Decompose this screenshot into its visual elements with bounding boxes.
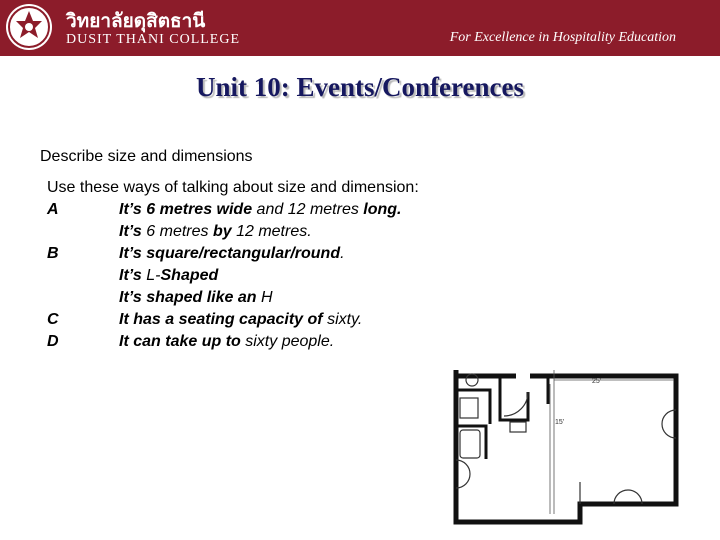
phrase-b1-part: It’s square/rectangular/round	[119, 245, 341, 262]
slide-subtitle: Describe size and dimensions	[40, 148, 253, 165]
phrase-b3	[119, 289, 273, 307]
phrase-b1-part: .	[340, 245, 345, 262]
phrase-c1	[119, 311, 362, 329]
intro-text: Use these ways of talking about size and dimension:	[47, 179, 419, 196]
phrase-a1	[119, 201, 402, 219]
phrase-b2-part: It’s	[119, 267, 142, 284]
phrase-d1-part: It can take up to	[119, 333, 241, 350]
phrase-b2	[119, 267, 218, 285]
floor-plan-width-label: 25'	[592, 378, 602, 385]
college-thai-name: วิทยาลัยดุสิตธานี	[66, 10, 206, 32]
key-b: B	[47, 245, 59, 262]
key-d: D	[47, 333, 59, 350]
phrase-a2-part: It’s	[119, 223, 142, 240]
floor-plan-height-label: 15'	[555, 419, 565, 426]
phrase-a2	[119, 223, 312, 241]
phrase-d1-part: sixty people.	[240, 333, 335, 350]
college-seal-icon	[4, 2, 54, 52]
floor-plan	[448, 364, 688, 534]
phrase-a2-part: 6 metres	[141, 223, 213, 240]
phrase-b3-part: H	[256, 289, 273, 306]
phrase-c1-part: It has a seating capacity of	[119, 311, 323, 328]
phrase-b1	[119, 245, 345, 263]
header-banner	[0, 0, 720, 56]
college-name: DUSIT THANI COLLEGE	[66, 32, 241, 47]
college-slogan: For Excellence in Hospitality Education	[449, 30, 676, 45]
phrase-d1	[119, 333, 334, 351]
phrase-a2-part: 12 metres.	[231, 223, 312, 240]
key-a: A	[47, 201, 59, 218]
slide-title: Unit 10: Events/Conferences	[196, 72, 524, 102]
phrase-a1-part: and 12 metres	[252, 201, 364, 218]
phrase-a1-part: It’s 6 metres wide	[119, 201, 253, 218]
phrase-b2-part: L-	[141, 267, 161, 284]
phrase-a2-part: by	[212, 223, 232, 240]
key-c: C	[47, 311, 59, 328]
phrase-a1-part: long.	[363, 201, 402, 218]
phrase-b3-part: It’s shaped like an	[119, 289, 257, 306]
phrase-b2-part: Shaped	[160, 267, 219, 284]
phrase-c1-part: sixty.	[322, 311, 363, 328]
